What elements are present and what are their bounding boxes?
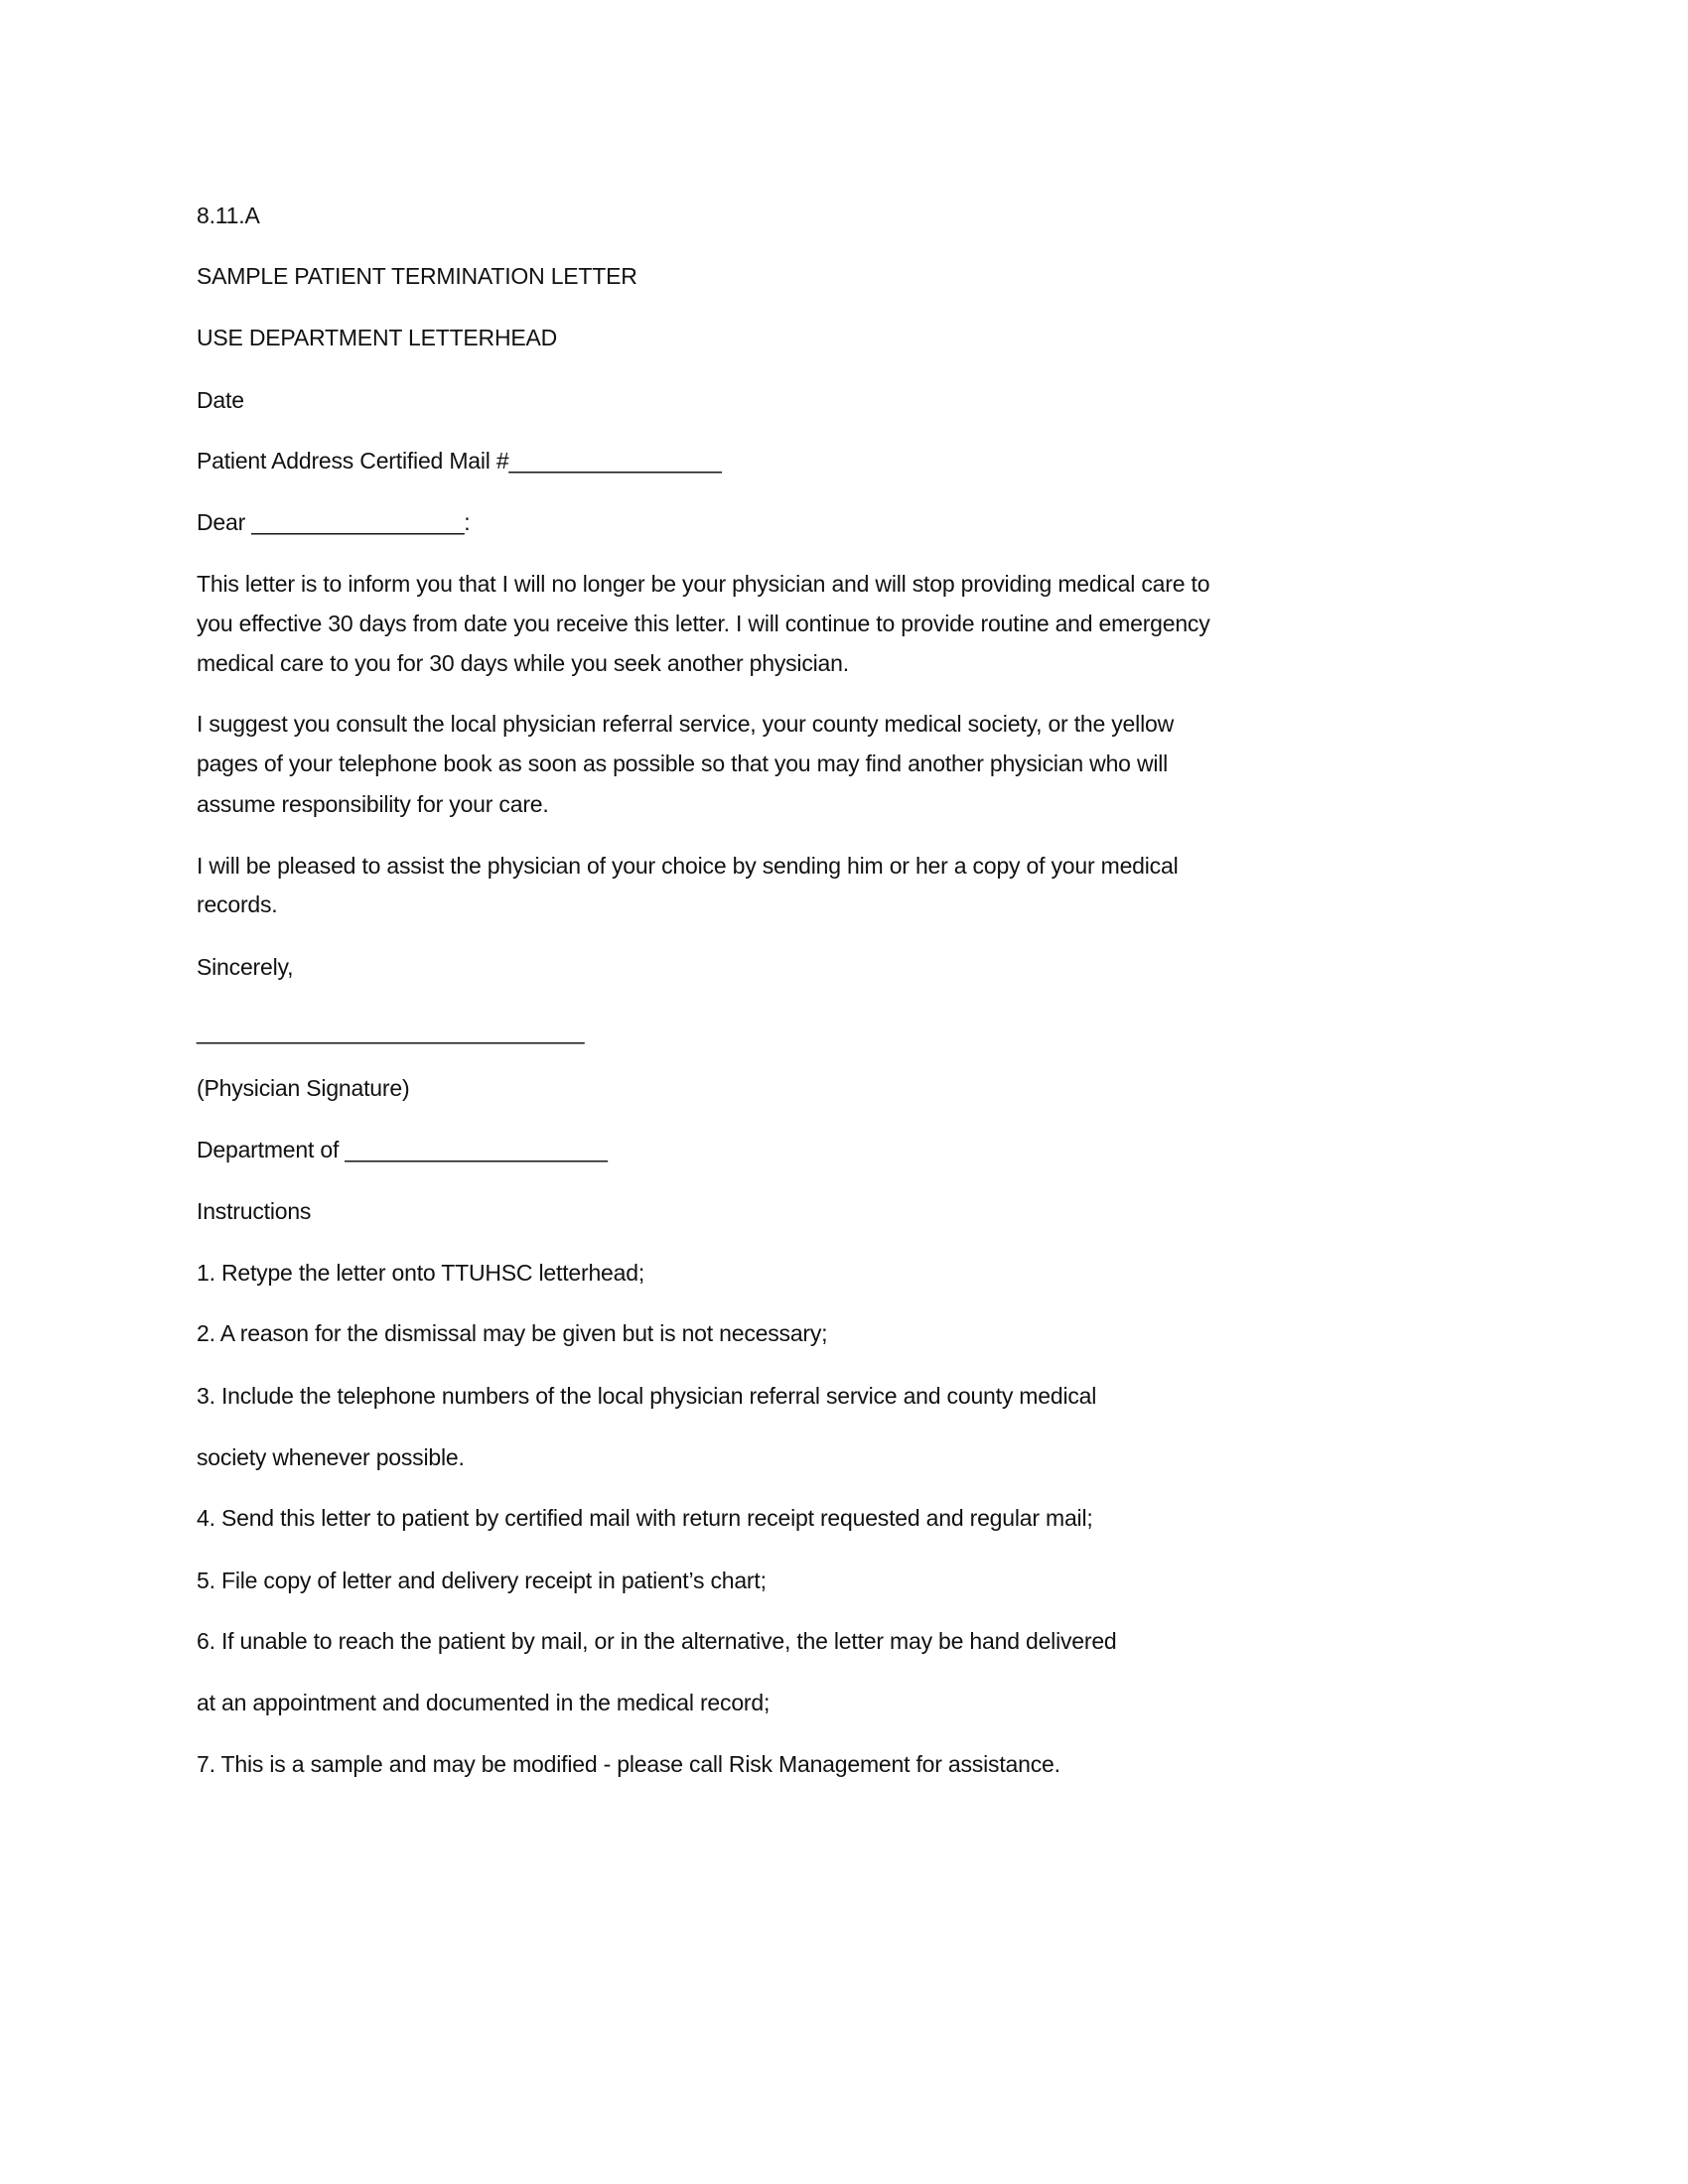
instruction-item: 1. Retype the letter onto TTUHSC letterhead; [197, 1260, 645, 1286]
paragraph2-line: I suggest you consult the local physician referral service, your county medical society, or the yellow [197, 711, 1174, 737]
paragraph1-line: you effective 30 days from date you receive this letter. I will continue to provide routine and emergency [197, 611, 1210, 636]
date-label: Date [197, 387, 244, 413]
document-title: SAMPLE PATIENT TERMINATION LETTER [197, 263, 637, 289]
instruction-item: 2. A reason for the dismissal may be given but is not necessary; [197, 1320, 828, 1346]
instruction-item: 4. Send this letter to patient by certified mail with return receipt requested and regular mail; [197, 1505, 1093, 1531]
paragraph2-line: assume responsibility for your care. [197, 791, 549, 817]
address-line: Patient Address Certified Mail #_________________ [197, 448, 722, 474]
instruction-item: at an appointment and documented in the medical record; [197, 1690, 771, 1715]
salutation: Dear _________________: [197, 509, 471, 535]
paragraph3-line: records. [197, 891, 278, 917]
instruction-item: 3. Include the telephone numbers of the local physician referral service and county medical [197, 1383, 1097, 1409]
instruction-item: 5. File copy of letter and delivery receipt in patient’s chart; [197, 1568, 767, 1593]
signature-line: _______________________________ [197, 1019, 585, 1044]
paragraph1-line: medical care to you for 30 days while you seek another physician. [197, 650, 849, 676]
signature-label: (Physician Signature) [197, 1075, 410, 1101]
instruction-item: society whenever possible. [197, 1444, 465, 1470]
section-number: 8.11.A [197, 203, 260, 228]
department-line: Department of _____________________ [197, 1137, 608, 1162]
instruction-item: 7. This is a sample and may be modified - please call Risk Management for assistance. [197, 1751, 1060, 1777]
paragraph3-line: I will be pleased to assist the physician of your choice by sending him or her a copy of your medical [197, 853, 1179, 879]
instructions-heading: Instructions [197, 1198, 312, 1224]
letterhead-note: USE DEPARTMENT LETTERHEAD [197, 325, 558, 350]
closing: Sincerely, [197, 954, 294, 980]
paragraph2-line: pages of your telephone book as soon as possible so that you may find another physician who will [197, 751, 1169, 776]
paragraph1-line: This letter is to inform you that I will no longer be your physician and will stop providing medical care to [197, 571, 1210, 597]
instruction-item: 6. If unable to reach the patient by mail, or in the alternative, the letter may be hand delivered [197, 1628, 1117, 1654]
